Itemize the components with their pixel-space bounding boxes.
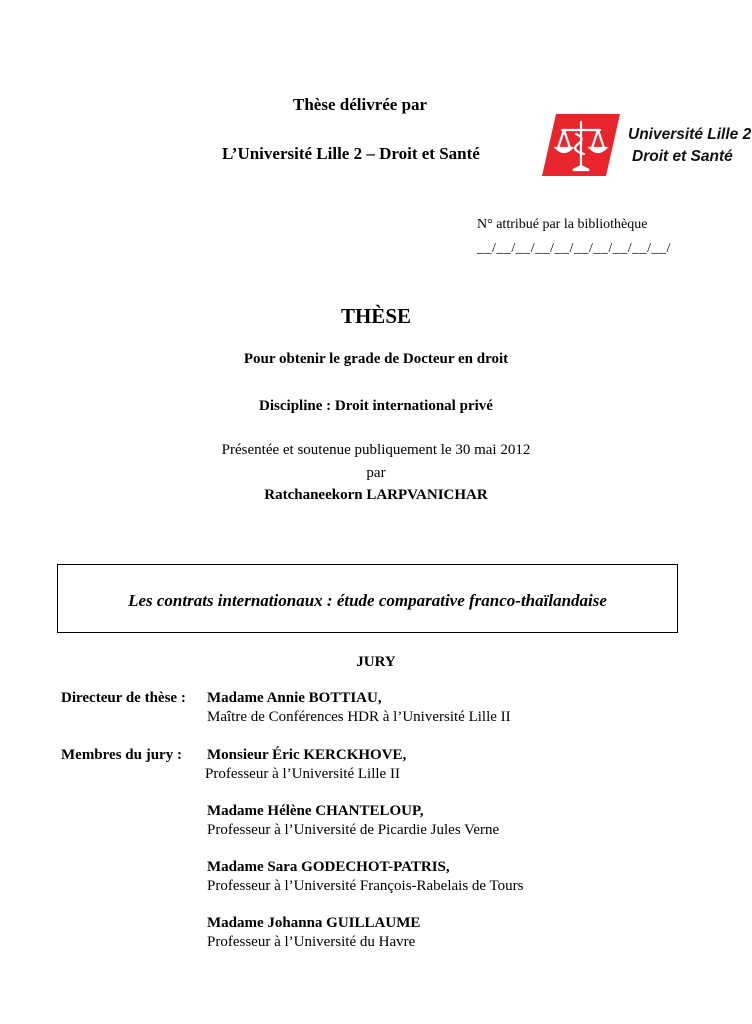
- logo-text-faculty: Droit et Santé: [632, 148, 733, 165]
- by-line: par: [366, 465, 386, 481]
- jury-member-affiliation: Professeur à l’Université de Picardie Jules Verne: [207, 822, 500, 838]
- jury-member-affiliation: Professeur à l’Université François-Rabelais de Tours: [207, 878, 524, 894]
- university-logo: [540, 112, 750, 178]
- scales-of-justice-icon: [540, 112, 622, 178]
- library-number-label: N° attribué par la bibliothèque: [477, 217, 648, 232]
- author-name: Ratchaneekorn LARPVANICHAR: [264, 487, 488, 503]
- discipline-line: Discipline : Droit international privé: [259, 398, 493, 414]
- thesis-title: Les contrats internationaux : étude comparative franco-thaïlandaise: [128, 591, 607, 610]
- library-number-slots: __/__/__/__/__/__/__/__/__/__/: [477, 241, 671, 256]
- header-university-line: L’Université Lille 2 – Droit et Santé: [222, 144, 480, 163]
- members-label: Membres du jury :: [61, 747, 182, 763]
- director-label: Directeur de thèse :: [61, 690, 186, 706]
- thesis-title-box: [57, 564, 678, 633]
- jury-member-name: Monsieur Éric KERCKHOVE,: [207, 747, 407, 763]
- director-affiliation: Maître de Conférences HDR à l’Université Lille II: [207, 709, 511, 725]
- jury-member-name: Madame Hélène CHANTELOUP,: [207, 803, 424, 819]
- jury-member-affiliation: Professeur à l’Université Lille II: [205, 766, 400, 782]
- degree-line: Pour obtenir le grade de Docteur en droit: [243, 351, 509, 367]
- director-name: Madame Annie BOTTIAU,: [207, 690, 382, 706]
- jury-heading: JURY: [356, 654, 396, 670]
- jury-member-affiliation: Professeur à l’Université du Havre: [207, 934, 416, 950]
- logo-text-university: Université Lille 2: [628, 126, 752, 143]
- header-issuer-line: Thèse délivrée par: [293, 95, 428, 114]
- jury-member-name: Madame Sara GODECHOT-PATRIS,: [207, 859, 450, 875]
- defense-date-line: Présentée et soutenue publiquement le 30 mai 2012: [221, 442, 531, 458]
- jury-member-name: Madame Johanna GUILLAUME: [207, 915, 421, 931]
- document-heading: THÈSE: [340, 304, 412, 328]
